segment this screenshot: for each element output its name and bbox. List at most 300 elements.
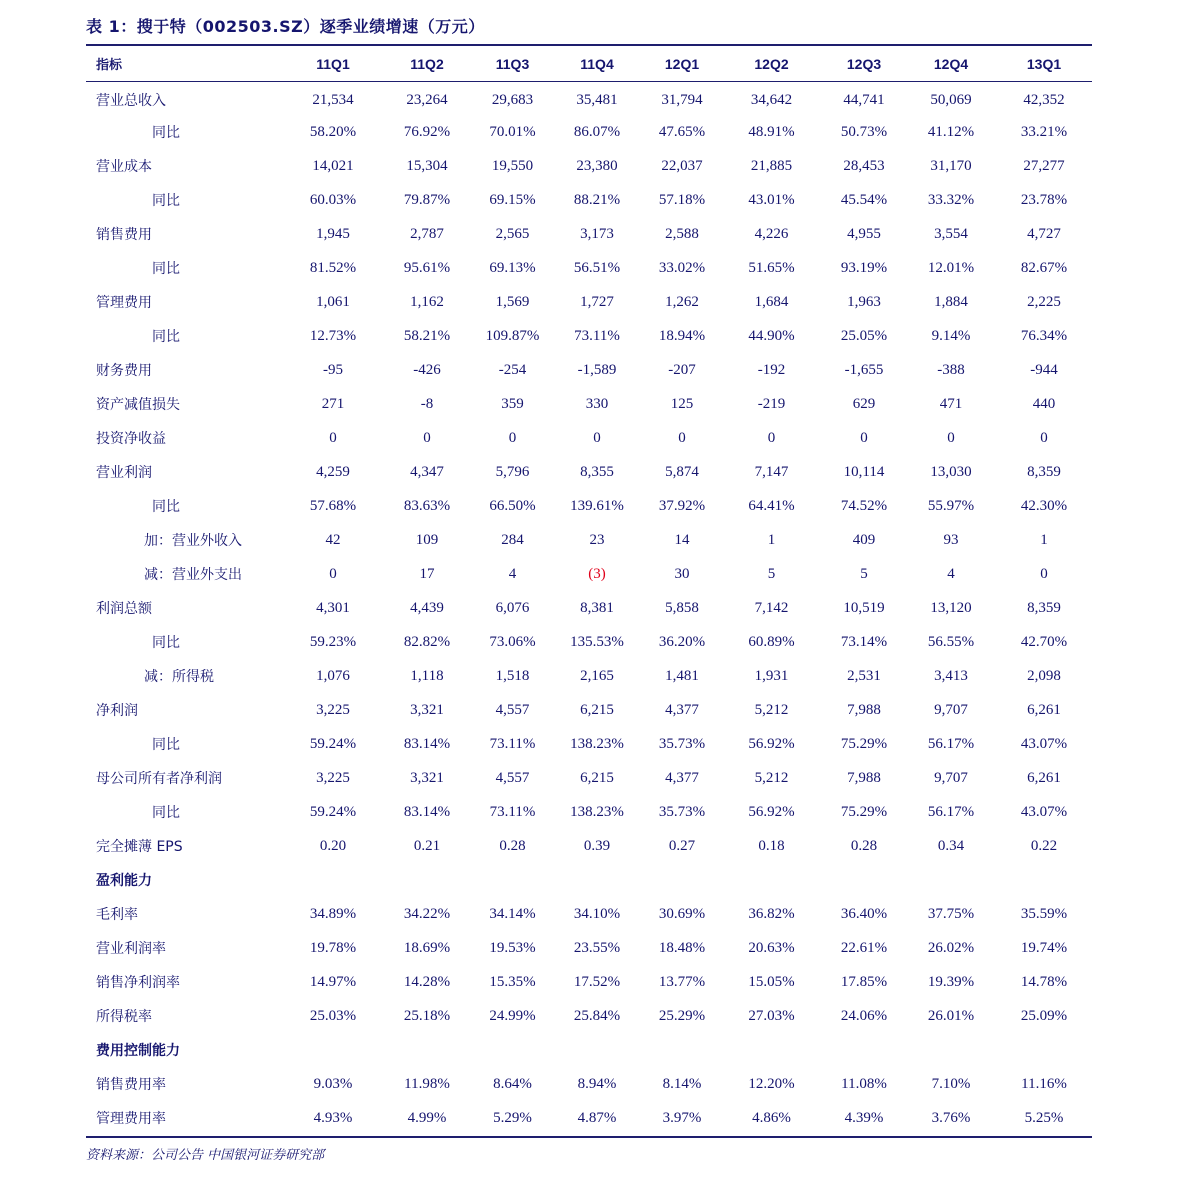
table-cell: 22.61% — [840, 939, 888, 956]
table-row — [86, 693, 1092, 727]
table-row — [86, 1033, 1092, 1067]
table-cell: 50.73% — [840, 123, 888, 140]
table-cell: 25.03% — [309, 1007, 357, 1024]
table-cell: 271 — [321, 395, 345, 412]
table-cell: 4.93% — [313, 1109, 353, 1126]
table-cell: 0.22 — [1030, 837, 1058, 854]
table-cell: 3,225 — [316, 701, 350, 718]
table-cell: 0.18 — [758, 837, 785, 854]
table-cell: 0.39 — [583, 837, 611, 854]
table-cell: 0 — [1040, 565, 1048, 582]
table-cell: 4,439 — [410, 599, 444, 616]
table-cell: 73.14% — [840, 633, 888, 650]
table-cell: 56.17% — [927, 803, 975, 820]
table-cell: 88.21% — [573, 191, 621, 208]
table-cell: 4,557 — [495, 701, 530, 718]
table-cell: 33.32% — [927, 191, 975, 208]
table-cell: 44.90% — [748, 327, 795, 344]
column-header-quarter: 12Q2 — [754, 55, 789, 72]
table-cell: 1,262 — [665, 293, 699, 310]
table-cell — [721, 1033, 822, 1067]
row-label: 销售费用 — [96, 227, 152, 243]
row-label: 营业成本 — [96, 159, 152, 175]
table-cell: -207 — [668, 361, 696, 378]
row-label: 营业利润 — [96, 465, 152, 481]
table-cell: 73.06% — [489, 633, 536, 650]
table-cell: 4,301 — [316, 599, 350, 616]
table-cell: 34,642 — [750, 91, 793, 108]
bottom-rule — [86, 1136, 1092, 1138]
row-label: 营业利润率 — [96, 941, 166, 957]
table-row — [86, 591, 1092, 625]
table-cell: 64.41% — [748, 497, 795, 514]
table-cell: 36.20% — [658, 633, 706, 650]
table-cell: 42,352 — [1023, 91, 1065, 108]
table-cell: 34.14% — [489, 905, 536, 922]
table-cell: 12.01% — [927, 259, 975, 276]
table-row — [86, 523, 1092, 557]
table-cell: 11.98% — [404, 1075, 450, 1092]
row-label: 财务费用 — [96, 363, 152, 379]
table-cell: 74.52% — [840, 497, 888, 514]
table-cell: 35.73% — [658, 735, 706, 752]
table-cell: 284 — [501, 531, 524, 548]
table-cell: 93 — [943, 531, 959, 548]
table-cell: 5,796 — [495, 463, 530, 480]
table-cell: 27.03% — [748, 1007, 795, 1024]
table-cell: 76.92% — [403, 123, 451, 140]
table-cell: -219 — [757, 395, 786, 412]
table-cell: 14,021 — [312, 157, 354, 174]
table-cell: 33.21% — [1020, 123, 1068, 140]
row-label: 毛利率 — [96, 907, 138, 923]
column-header-quarter: 11Q3 — [495, 55, 530, 72]
table-cell: 11.08% — [841, 1075, 887, 1092]
column-header-quarter: 11Q4 — [580, 55, 614, 72]
table-cell: 6,076 — [495, 599, 530, 616]
table-cell: 6,215 — [580, 701, 614, 718]
table-cell: 47.65% — [658, 123, 706, 140]
table-body — [86, 81, 1092, 1135]
table-cell: 44,741 — [843, 91, 885, 108]
table-cell: 29,683 — [491, 91, 534, 108]
table-cell: 0 — [1040, 429, 1048, 446]
table-cell: 18.94% — [658, 327, 706, 344]
table-cell: 0.34 — [937, 837, 965, 854]
table-cell: 35.73% — [658, 803, 706, 820]
table-cell: 12.20% — [748, 1075, 795, 1092]
table-cell: 41.12% — [927, 123, 975, 140]
table-cell: 30 — [674, 565, 690, 582]
table-cell: 4,226 — [754, 225, 789, 242]
table-cell — [996, 863, 1092, 897]
table-cell: 76.34% — [1020, 327, 1068, 344]
table-row — [86, 965, 1092, 999]
column-header-quarter: 11Q2 — [410, 55, 444, 72]
table-cell: 23.78% — [1020, 191, 1068, 208]
table-cell: 25.84% — [573, 1007, 621, 1024]
table-cell: 37.75% — [927, 905, 975, 922]
table-cell: 1,481 — [665, 667, 699, 684]
table-cell — [286, 863, 380, 897]
table-cell: 5 — [767, 565, 776, 582]
table-cell: 75.29% — [840, 803, 888, 820]
table-row — [86, 387, 1092, 421]
table-cell: 5 — [860, 565, 868, 582]
table-cell: 13,030 — [930, 463, 972, 480]
table-row — [86, 863, 1092, 897]
table-cell: 3,413 — [934, 667, 968, 684]
column-header-quarter: 12Q3 — [846, 55, 882, 72]
table-cell: 6,215 — [580, 769, 614, 786]
table-cell: 28,453 — [843, 157, 885, 174]
financial-table — [86, 46, 1092, 1135]
table-cell: 0 — [593, 429, 601, 446]
table-row — [86, 999, 1092, 1033]
column-header-quarter: 13Q1 — [1026, 55, 1062, 72]
table-cell: 0 — [329, 565, 337, 582]
table-cell: 17.52% — [573, 973, 621, 990]
table-cell: 2,787 — [410, 225, 444, 242]
table-cell: 1 — [767, 531, 776, 548]
section-heading: 盈利能力 — [96, 873, 152, 889]
table-cell: 4.39% — [844, 1109, 884, 1126]
table-cell: (3) — [588, 565, 606, 582]
table-cell: 69.15% — [489, 191, 536, 208]
table-cell: 3,321 — [410, 769, 444, 786]
row-label: 所得税率 — [96, 1009, 152, 1025]
table-cell: 8,381 — [580, 599, 614, 616]
table-cell: 0 — [423, 429, 431, 446]
table-cell: 23.55% — [573, 939, 621, 956]
table-cell: 37.92% — [658, 497, 706, 514]
table-cell: 56.92% — [748, 735, 795, 752]
row-label: 销售净利润率 — [96, 975, 180, 991]
table-cell: 13,120 — [930, 599, 972, 616]
table-cell: 138.23% — [570, 803, 624, 820]
table-cell: -192 — [757, 361, 786, 378]
table-cell: 83.14% — [403, 803, 451, 820]
table-cell: 79.87% — [403, 191, 451, 208]
table-cell: 8.14% — [662, 1075, 702, 1092]
table-cell: 2,531 — [847, 667, 881, 684]
table-cell: 9.03% — [313, 1075, 353, 1092]
table-cell: 17.85% — [840, 973, 888, 990]
table-cell: 58.20% — [309, 123, 357, 140]
table-cell: -1,655 — [844, 361, 884, 378]
table-row — [86, 149, 1092, 183]
table-cell: -254 — [498, 361, 527, 378]
table-cell: 8.94% — [577, 1075, 617, 1092]
table-cell: 13.77% — [658, 973, 706, 990]
table-cell: 0 — [329, 429, 337, 446]
table-cell — [551, 1033, 643, 1067]
table-row — [86, 285, 1092, 319]
table-cell: 25.29% — [658, 1007, 706, 1024]
table-cell: 4.86% — [752, 1109, 791, 1126]
table-row — [86, 353, 1092, 387]
row-label: 母公司所有者净利润 — [96, 771, 222, 787]
table-cell: 35,481 — [576, 91, 618, 108]
table-cell: 81.52% — [309, 259, 357, 276]
table-cell: 3,225 — [316, 769, 350, 786]
table-cell: 75.29% — [840, 735, 888, 752]
table-cell: 25.05% — [840, 327, 888, 344]
row-label: 减：营业外支出 — [144, 567, 242, 583]
table-cell: 1,569 — [495, 293, 530, 310]
table-cell: 26.01% — [927, 1007, 975, 1024]
table-cell: 0 — [860, 429, 868, 446]
table-cell: 4,377 — [665, 701, 699, 718]
table-cell — [551, 863, 643, 897]
table-cell: 1,945 — [316, 225, 350, 242]
table-cell: 4,347 — [410, 463, 444, 480]
table-row — [86, 81, 1092, 115]
table-cell: 19.39% — [927, 973, 975, 990]
table-cell: 23,264 — [406, 91, 448, 108]
table-row — [86, 217, 1092, 251]
table-cell: 5,874 — [665, 463, 699, 480]
table-cell: -388 — [937, 361, 965, 378]
table-cell: 138.23% — [570, 735, 624, 752]
column-header-quarter: 12Q1 — [664, 55, 700, 72]
table-cell: 70.01% — [489, 123, 536, 140]
table-cell: 69.13% — [489, 259, 536, 276]
table-cell: 22,037 — [661, 157, 703, 174]
table-cell: 4,377 — [665, 769, 699, 786]
table-cell: 4,259 — [316, 463, 350, 480]
column-header-indicator: 指标 — [96, 58, 123, 73]
table-cell: 8,359 — [1027, 599, 1061, 616]
table-cell: 2,098 — [1027, 667, 1061, 684]
table-cell: 0.21 — [413, 837, 441, 854]
table-cell — [380, 1033, 474, 1067]
table-cell: 15.35% — [489, 973, 536, 990]
table-cell: 629 — [852, 395, 876, 412]
table-cell: 7,988 — [847, 701, 881, 718]
table-cell: 9,707 — [934, 769, 968, 786]
table-cell: 7,142 — [754, 599, 789, 616]
table-cell: 57.68% — [309, 497, 357, 514]
table-cell — [474, 1033, 551, 1067]
table-cell: 10,519 — [843, 599, 885, 616]
table-cell: 440 — [1032, 395, 1056, 412]
row-label: 资产减值损失 — [96, 397, 180, 413]
table-cell: 139.61% — [570, 497, 624, 514]
table-cell: 59.24% — [309, 803, 357, 820]
table-cell: 95.61% — [403, 259, 451, 276]
table-cell: 4 — [508, 565, 517, 582]
table-cell: 5,858 — [665, 599, 699, 616]
table-cell: 471 — [939, 395, 963, 412]
table-cell: 1,518 — [495, 667, 530, 684]
table-cell: 21,885 — [750, 157, 793, 174]
table-cell: 7,988 — [847, 769, 881, 786]
table-cell — [380, 863, 474, 897]
table-cell: 0 — [678, 429, 686, 446]
table-cell: 31,170 — [930, 157, 972, 174]
table-cell: 42 — [325, 531, 341, 548]
table-cell: 330 — [585, 395, 609, 412]
table-cell: 48.91% — [748, 123, 795, 140]
table-cell: 1,931 — [754, 667, 789, 684]
table-cell: 3,321 — [410, 701, 444, 718]
table-cell — [822, 863, 906, 897]
row-label: 同比 — [152, 125, 180, 141]
table-cell: -426 — [413, 361, 441, 378]
table-cell: -95 — [323, 361, 343, 378]
table-cell: 135.53% — [570, 633, 624, 650]
table-cell: 66.50% — [489, 497, 536, 514]
table-cell: 23,380 — [576, 157, 618, 174]
row-label: 销售费用率 — [96, 1077, 166, 1093]
table-cell: 35.59% — [1020, 905, 1068, 922]
table-row — [86, 489, 1092, 523]
column-header-quarter: 11Q1 — [316, 55, 350, 72]
table-cell — [643, 863, 721, 897]
table-cell: 2,588 — [665, 225, 699, 242]
table-cell — [643, 1033, 721, 1067]
table-cell: 43.07% — [1020, 735, 1068, 752]
table-cell: 51.65% — [748, 259, 795, 276]
table-cell: 83.14% — [403, 735, 451, 752]
table-cell: 12.73% — [309, 327, 357, 344]
table-cell: 59.24% — [309, 735, 357, 752]
table-row — [86, 421, 1092, 455]
table-cell: 7.10% — [931, 1075, 971, 1092]
table-cell: 20.63% — [748, 939, 795, 956]
table-row — [86, 557, 1092, 591]
table-cell: 56.55% — [927, 633, 975, 650]
table-cell: -1,589 — [577, 361, 617, 378]
table-cell: 73.11% — [489, 803, 536, 820]
table-cell: 19.78% — [309, 939, 357, 956]
table-cell: 2,565 — [495, 225, 530, 242]
table-cell: 1,727 — [580, 293, 614, 310]
table-cell: 1,963 — [847, 293, 881, 310]
table-cell: 3,554 — [934, 225, 968, 242]
table-cell: 60.89% — [748, 633, 795, 650]
table-cell: 0.27 — [668, 837, 696, 854]
table-cell: 23 — [589, 531, 605, 548]
table-cell: 14.97% — [309, 973, 357, 990]
table-cell: 50,069 — [930, 91, 972, 108]
table-cell: 3,173 — [580, 225, 614, 242]
table-cell: 0 — [947, 429, 955, 446]
table-cell: 8,355 — [580, 463, 614, 480]
table-cell: 24.99% — [489, 1007, 536, 1024]
table-cell — [721, 863, 822, 897]
row-label: 完全摊薄 EPS — [96, 839, 183, 855]
row-label: 同比 — [152, 329, 180, 345]
table-cell — [906, 863, 996, 897]
table-cell: 19.53% — [489, 939, 536, 956]
table-cell: 0.28 — [850, 837, 878, 854]
table-cell: 3.76% — [931, 1109, 971, 1126]
table-cell: 43.07% — [1020, 803, 1068, 820]
table-row — [86, 829, 1092, 863]
table-cell: 83.63% — [403, 497, 451, 514]
table-cell: 24.06% — [840, 1007, 888, 1024]
row-label: 利润总额 — [96, 601, 152, 617]
row-label: 同比 — [152, 261, 180, 277]
table-cell: 14.78% — [1020, 973, 1068, 990]
table-cell: 82.67% — [1020, 259, 1068, 276]
table-cell: 1,118 — [410, 667, 444, 684]
table-cell: 31,794 — [661, 91, 703, 108]
table-cell: 4,557 — [495, 769, 530, 786]
table-cell: 4,955 — [847, 225, 881, 242]
table-cell: 5.25% — [1024, 1109, 1064, 1126]
table-cell: 1,162 — [410, 293, 444, 310]
table-row — [86, 455, 1092, 489]
table-cell: 27,277 — [1023, 157, 1065, 174]
table-cell: 42.30% — [1020, 497, 1068, 514]
row-label: 净利润 — [96, 703, 138, 719]
section-heading: 费用控制能力 — [96, 1043, 180, 1059]
row-label: 管理费用 — [96, 295, 152, 311]
table-cell: 73.11% — [574, 327, 620, 344]
table-cell: 26.02% — [927, 939, 975, 956]
table-cell: 15.05% — [748, 973, 795, 990]
table-cell: 36.82% — [748, 905, 795, 922]
table-row — [86, 727, 1092, 761]
table-cell: 34.22% — [403, 905, 451, 922]
source-note: 资料来源：公司公告 中国银河证券研究部 — [86, 1148, 325, 1163]
table-cell: -8 — [420, 395, 434, 412]
table-row — [86, 115, 1092, 149]
row-label: 同比 — [152, 737, 180, 753]
table-cell: 30.69% — [658, 905, 706, 922]
table-cell: 4 — [947, 565, 955, 582]
table-cell: 3.97% — [662, 1109, 702, 1126]
table-row — [86, 625, 1092, 659]
table-row — [86, 183, 1092, 217]
table-cell — [822, 1033, 906, 1067]
table-cell: 1,061 — [316, 293, 350, 310]
table-cell: 45.54% — [840, 191, 888, 208]
row-label: 管理费用率 — [96, 1111, 166, 1127]
table-cell: 25.09% — [1020, 1007, 1068, 1024]
table-cell: 1,076 — [316, 667, 350, 684]
table-cell: 4.87% — [577, 1109, 617, 1126]
table-cell: 9.14% — [931, 327, 971, 344]
table-cell: 8.64% — [493, 1075, 532, 1092]
table-cell: 58.21% — [403, 327, 451, 344]
table-cell: 93.19% — [840, 259, 888, 276]
table-cell: 34.89% — [309, 905, 357, 922]
table-cell: 1,684 — [754, 293, 789, 310]
table-cell: 18.69% — [403, 939, 451, 956]
table-cell: 14 — [674, 531, 690, 548]
table-cell: 57.18% — [658, 191, 706, 208]
table-row — [86, 761, 1092, 795]
column-header-quarter: 12Q4 — [933, 55, 969, 72]
table-cell: 25.18% — [403, 1007, 451, 1024]
row-label: 加：营业外收入 — [144, 533, 242, 549]
table-cell: 19,550 — [491, 157, 534, 174]
table-cell: 5,212 — [754, 701, 789, 718]
table-cell: 0 — [767, 429, 776, 446]
table-cell: 7,147 — [754, 463, 789, 480]
table-cell: 42.70% — [1020, 633, 1068, 650]
table-cell: 19.74% — [1020, 939, 1068, 956]
table-cell: 43.01% — [748, 191, 795, 208]
table-cell: 6,261 — [1027, 769, 1061, 786]
table-title: 表 1：搜于特（002503.SZ）逐季业绩增速（万元） — [86, 17, 485, 36]
table-cell: 14.28% — [403, 973, 451, 990]
table-cell — [906, 1033, 996, 1067]
